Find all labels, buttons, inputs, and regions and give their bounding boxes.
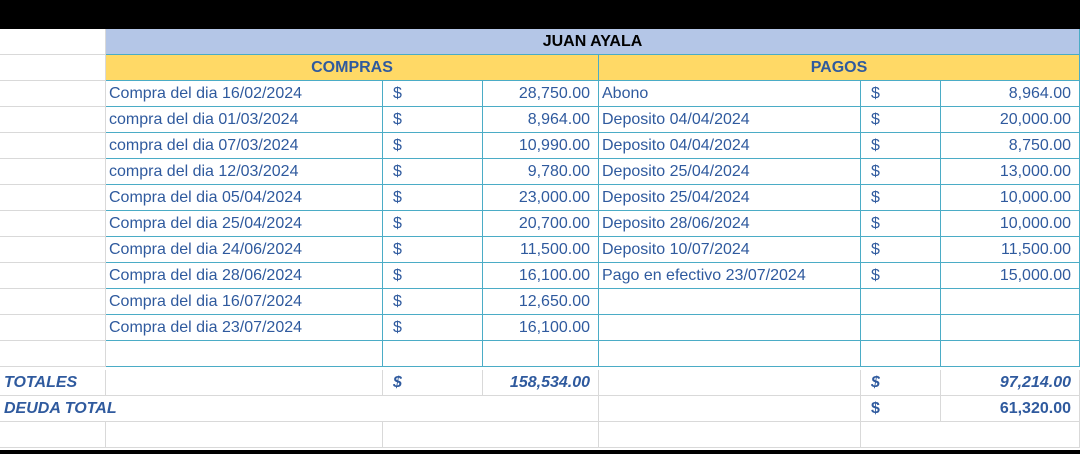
pago-amount[interactable] bbox=[941, 289, 1080, 315]
currency-symbol: $ bbox=[861, 237, 941, 263]
currency-symbol bbox=[383, 341, 483, 367]
currency-symbol: $ bbox=[861, 81, 941, 107]
title-row bbox=[0, 29, 1080, 55]
compra-description[interactable]: Compra del dia 16/07/2024 bbox=[106, 289, 383, 315]
pago-amount[interactable] bbox=[941, 315, 1080, 341]
table-row bbox=[0, 315, 1080, 341]
table-row bbox=[0, 263, 1080, 289]
compra-amount[interactable] bbox=[483, 341, 599, 367]
cell[interactable] bbox=[383, 396, 599, 422]
compra-amount[interactable]: 28,750.00 bbox=[483, 81, 599, 107]
pago-description[interactable]: Deposito 04/04/2024 bbox=[599, 107, 861, 133]
currency-symbol: $ bbox=[383, 315, 483, 341]
currency-symbol: $ bbox=[383, 370, 483, 396]
pago-amount[interactable]: 11,500.00 bbox=[941, 237, 1080, 263]
currency-symbol: $ bbox=[861, 185, 941, 211]
currency-symbol bbox=[861, 289, 941, 315]
currency-symbol: $ bbox=[861, 159, 941, 185]
currency-symbol: $ bbox=[383, 289, 483, 315]
compra-description[interactable]: compra del dia 07/03/2024 bbox=[106, 133, 383, 159]
table-row bbox=[0, 133, 1080, 159]
compra-description[interactable]: Compra del dia 25/04/2024 bbox=[106, 211, 383, 237]
pagos-header[interactable]: PAGOS bbox=[599, 55, 1080, 81]
cell[interactable] bbox=[383, 422, 599, 448]
compra-description[interactable]: Compra del dia 16/02/2024 bbox=[106, 81, 383, 107]
compra-amount[interactable]: 9,780.00 bbox=[483, 159, 599, 185]
pago-amount[interactable]: 13,000.00 bbox=[941, 159, 1080, 185]
cell[interactable] bbox=[0, 422, 106, 448]
totales-label[interactable]: TOTALES bbox=[0, 370, 106, 396]
pago-description[interactable] bbox=[599, 315, 861, 341]
row-header-cell[interactable] bbox=[0, 289, 106, 315]
pago-amount[interactable] bbox=[941, 341, 1080, 367]
pago-description[interactable]: Deposito 28/06/2024 bbox=[599, 211, 861, 237]
totales-row bbox=[0, 370, 1080, 396]
table-row bbox=[0, 211, 1080, 237]
row-header-cell[interactable] bbox=[0, 107, 106, 133]
header-row bbox=[0, 55, 1080, 81]
cell[interactable] bbox=[0, 29, 106, 55]
pago-amount[interactable]: 20,000.00 bbox=[941, 107, 1080, 133]
pago-description[interactable]: Deposito 10/07/2024 bbox=[599, 237, 861, 263]
row-header-cell[interactable] bbox=[0, 341, 106, 367]
deuda-row bbox=[0, 396, 1080, 422]
currency-symbol: $ bbox=[861, 133, 941, 159]
pago-description[interactable]: Abono bbox=[599, 81, 861, 107]
pago-amount[interactable]: 10,000.00 bbox=[941, 211, 1080, 237]
pago-description[interactable] bbox=[599, 341, 861, 367]
currency-symbol: $ bbox=[861, 370, 941, 396]
row-header-cell[interactable] bbox=[0, 263, 106, 289]
pago-description[interactable] bbox=[599, 289, 861, 315]
currency-symbol: $ bbox=[383, 159, 483, 185]
currency-symbol: $ bbox=[383, 263, 483, 289]
pago-description[interactable]: Deposito 25/04/2024 bbox=[599, 185, 861, 211]
compra-amount[interactable]: 11,500.00 bbox=[483, 237, 599, 263]
sheet-title[interactable]: JUAN AYALA bbox=[106, 29, 1080, 55]
row-header-cell[interactable] bbox=[0, 159, 106, 185]
row-header-cell[interactable] bbox=[0, 81, 106, 107]
compra-description[interactable]: Compra del dia 05/04/2024 bbox=[106, 185, 383, 211]
pago-amount[interactable]: 10,000.00 bbox=[941, 185, 1080, 211]
currency-symbol bbox=[861, 341, 941, 367]
table-row bbox=[0, 81, 1080, 107]
empty-row bbox=[0, 422, 1080, 448]
cell[interactable] bbox=[599, 370, 861, 396]
compra-description[interactable]: compra del dia 12/03/2024 bbox=[106, 159, 383, 185]
compra-description[interactable]: Compra del dia 24/06/2024 bbox=[106, 237, 383, 263]
total-compras[interactable]: 158,534.00 bbox=[483, 370, 599, 396]
deuda-amount[interactable]: 61,320.00 bbox=[941, 396, 1080, 422]
table-row bbox=[0, 237, 1080, 263]
cell[interactable] bbox=[106, 370, 383, 396]
row-header-cell[interactable] bbox=[0, 185, 106, 211]
pago-amount[interactable]: 8,964.00 bbox=[941, 81, 1080, 107]
row-header-cell[interactable] bbox=[0, 315, 106, 341]
total-pagos[interactable]: 97,214.00 bbox=[941, 370, 1080, 396]
compra-amount[interactable]: 12,650.00 bbox=[483, 289, 599, 315]
spreadsheet bbox=[0, 29, 1080, 450]
currency-symbol: $ bbox=[861, 211, 941, 237]
compra-amount[interactable]: 8,964.00 bbox=[483, 107, 599, 133]
pago-description[interactable]: Deposito 25/04/2024 bbox=[599, 159, 861, 185]
row-header-cell[interactable] bbox=[0, 237, 106, 263]
compra-description[interactable] bbox=[106, 341, 383, 367]
compra-amount[interactable]: 10,990.00 bbox=[483, 133, 599, 159]
cell[interactable] bbox=[106, 422, 383, 448]
compra-amount[interactable]: 16,100.00 bbox=[483, 315, 599, 341]
pago-amount[interactable]: 8,750.00 bbox=[941, 133, 1080, 159]
compra-description[interactable]: Compra del dia 23/07/2024 bbox=[106, 315, 383, 341]
pago-description[interactable]: Deposito 04/04/2024 bbox=[599, 133, 861, 159]
currency-symbol: $ bbox=[383, 133, 483, 159]
currency-symbol: $ bbox=[861, 107, 941, 133]
compra-description[interactable]: Compra del dia 28/06/2024 bbox=[106, 263, 383, 289]
pago-amount[interactable]: 15,000.00 bbox=[941, 263, 1080, 289]
table-row bbox=[0, 107, 1080, 133]
compra-amount[interactable]: 23,000.00 bbox=[483, 185, 599, 211]
cell[interactable] bbox=[599, 396, 861, 422]
table-row bbox=[0, 341, 1080, 367]
cell[interactable] bbox=[861, 422, 1080, 448]
currency-symbol: $ bbox=[861, 263, 941, 289]
compra-description[interactable]: compra del dia 01/03/2024 bbox=[106, 107, 383, 133]
currency-symbol: $ bbox=[383, 107, 483, 133]
compra-amount[interactable]: 20,700.00 bbox=[483, 211, 599, 237]
row-header-cell[interactable] bbox=[0, 211, 106, 237]
currency-symbol: $ bbox=[861, 396, 941, 422]
cell[interactable] bbox=[599, 422, 861, 448]
cell[interactable] bbox=[0, 55, 106, 81]
table-row bbox=[0, 289, 1080, 315]
currency-symbol: $ bbox=[383, 237, 483, 263]
pago-description[interactable]: Pago en efectivo 23/07/2024 bbox=[599, 263, 861, 289]
table-row bbox=[0, 159, 1080, 185]
table-row bbox=[0, 185, 1080, 211]
currency-symbol: $ bbox=[383, 185, 483, 211]
bottom-border bbox=[0, 450, 1080, 454]
currency-symbol: $ bbox=[383, 211, 483, 237]
compras-header[interactable]: COMPRAS bbox=[106, 55, 599, 81]
deuda-label[interactable]: DEUDA TOTAL bbox=[0, 396, 383, 422]
currency-symbol: $ bbox=[383, 81, 483, 107]
currency-symbol bbox=[861, 315, 941, 341]
compra-amount[interactable]: 16,100.00 bbox=[483, 263, 599, 289]
row-header-cell[interactable] bbox=[0, 133, 106, 159]
